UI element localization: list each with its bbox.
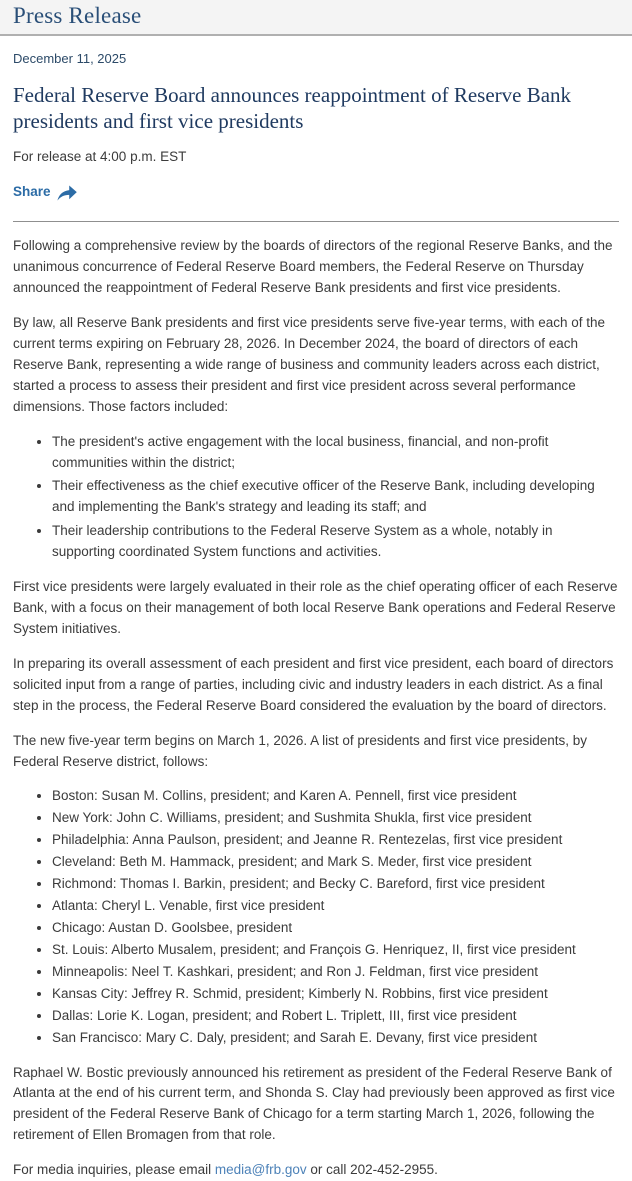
paragraph: By law, all Reserve Bank presidents and first vice presidents serve five-year terms, with each of the current terms expiring on February 28, 2026. In December 2024, the board of directors of each Reserve Bank, representing a wide range of business and community leaders across each district, started a process to assess their president and first vice president across several performance dimensions. Those factors included: — [13, 314, 606, 414]
list-item: • Richmond: Thomas I. Barkin, president; and Becky C. Bareford, first vice president — [52, 874, 619, 895]
list-item: • New York: John C. Williams, president; and Sushmita Shukla, first vice president — [52, 808, 619, 829]
list-item: • Cleveland: Beth M. Hammack, president; and Mark S. Meder, first vice president — [52, 852, 619, 873]
page-title: Press Release — [13, 3, 142, 28]
content-divider — [13, 221, 619, 222]
list-item: • Minneapolis: Neel T. Kashkari, president; and Ron J. Feldman, first vice president — [52, 962, 619, 983]
paragraph: Following a comprehensive review by the boards of directors of the regional Reserve Banks, and the unanimous concurrence of Federal Reserve Board members, the Federal Reserve on Thursday announced the reappointment of Federal Reserve Bank presidents and first vice presidents. — [13, 238, 613, 296]
article-title: Federal Reserve Board announces reappointment of Reserve Bank presidents and first vice presidents — [13, 83, 572, 133]
list-item: • The president's active engagement with the local business, financial, and non-profit communities within the district; — [52, 432, 619, 474]
media-email-link[interactable]: media@frb.gov — [214, 1162, 307, 1178]
list-item: • Atlanta: Cheryl L. Venable, first vice president — [52, 896, 619, 917]
assessment-factors-list — [13, 432, 619, 564]
share-link[interactable] — [13, 182, 78, 203]
list-item: • Their effectiveness as the chief executive officer of the Reserve Bank, including developing and implementing the Bank's strategy and leading its staff; and — [52, 476, 619, 518]
release-time: For release at 4:00 p.m. EST — [13, 149, 187, 165]
article-date: December 11, 2025 — [13, 51, 127, 66]
list-item: • Dallas: Lorie K. Logan, president; and Robert L. Triplett, III, first vice president — [52, 1006, 619, 1027]
list-item: • Their leadership contributions to the Federal Reserve System as a whole, notably in supporting coordinated System functions and activities. — [52, 521, 619, 563]
media-inquiries-text-before: For media inquiries, please email — [13, 1162, 215, 1178]
media-inquiries-text-after: or call 202-452-2955. — [306, 1162, 438, 1178]
paragraph: Raphael W. Bostic previously announced his retirement as president of the Federal Reserve Bank of Atlanta at the end of his current term, and Shonda S. Clay had previously been approved as first vice president of the Federal Reserve Bank of Chicago for a term starting March 1, 2026, following the retirement of Ellen Bromagen from that role. — [13, 1064, 615, 1143]
share-label: Share — [13, 184, 51, 200]
list-item: • Chicago: Austan D. Goolsbee, president — [52, 918, 619, 939]
districts-list — [13, 786, 619, 1048]
share-arrow-icon — [56, 185, 78, 201]
paragraph: First vice presidents were largely evaluated in their role as the chief operating officer of each Reserve Bank, with a focus on their management of both local Reserve Bank operations and Federal Reserve System initiatives. — [13, 579, 618, 636]
list-item: • San Francisco: Mary C. Daly, president; and Sarah E. Devany, first vice president — [52, 1028, 619, 1049]
list-item: • Kansas City: Jeffrey R. Schmid, president; Kimberly N. Robbins, first vice president — [52, 984, 619, 1005]
list-item: • Philadelphia: Anna Paulson, president; and Jeanne R. Rentezelas, first vice president — [52, 830, 619, 851]
paragraph: The new five-year term begins on March 1, 2026. A list of presidents and first vice presidents, by Federal Reserve district, follows: — [13, 732, 588, 769]
paragraph: In preparing its overall assessment of each president and first vice president, each board of directors solicited input from a range of parties, including civic and industry leaders in each district. As a final step in the process, the Federal Reserve Board considered the evaluation by the board of directors. — [13, 655, 614, 713]
list-item: • St. Louis: Alberto Musalem, president; and François G. Henriquez, II, first vice president — [52, 940, 619, 961]
list-item: • Boston: Susan M. Collins, president; and Karen A. Pennell, first vice president — [52, 786, 619, 807]
page-header — [0, 0, 632, 36]
media-inquiries-paragraph — [13, 1160, 619, 1181]
press-release-content — [0, 49, 632, 1181]
